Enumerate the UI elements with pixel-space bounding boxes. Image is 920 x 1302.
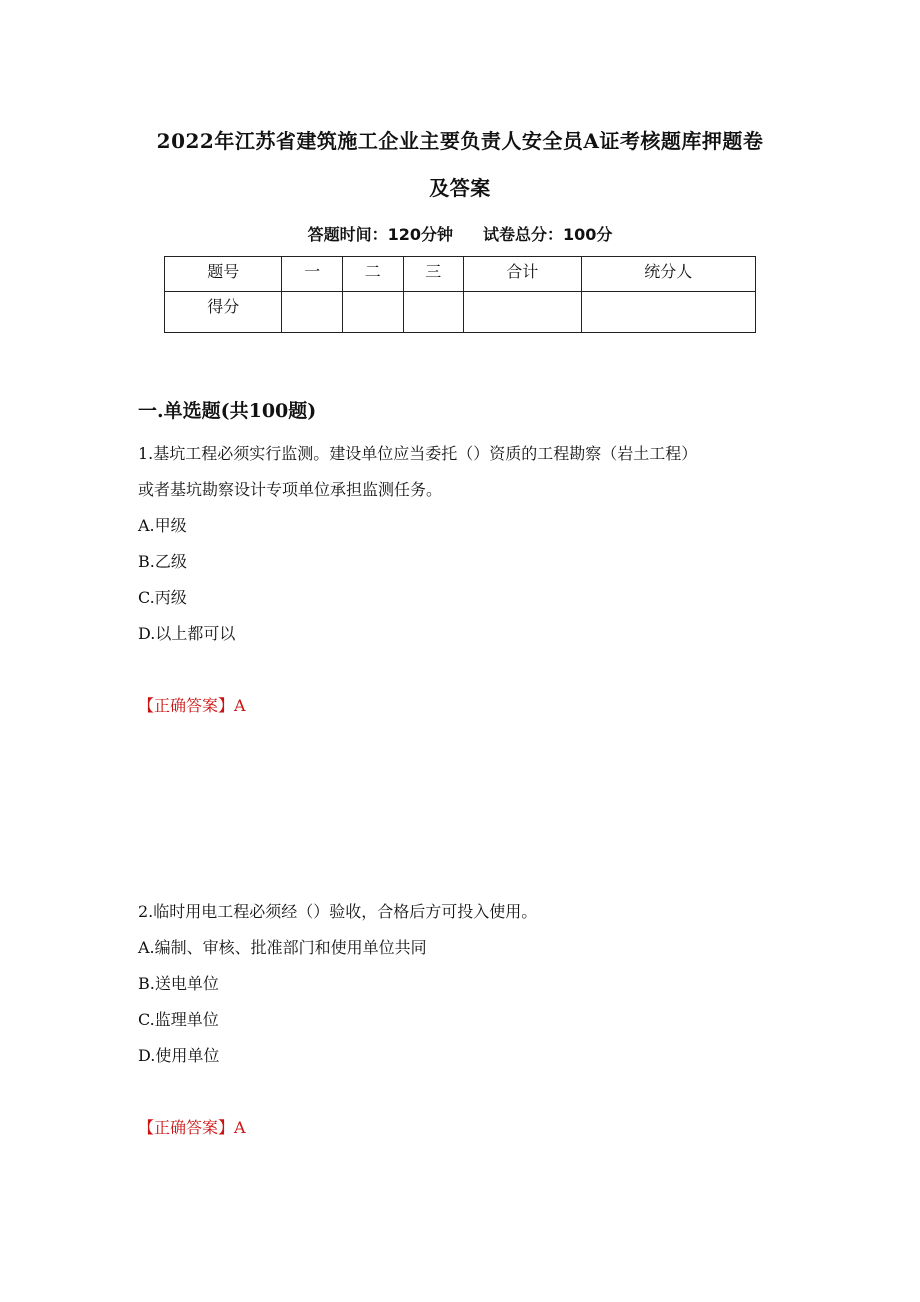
- score-table-header-cell: 题号: [165, 257, 282, 292]
- question-1-option-a: A.甲级: [138, 516, 187, 535]
- question-1-option-c: C.丙级: [138, 588, 187, 607]
- score-table-empty-cell: [464, 292, 581, 333]
- exam-total-score-label: 试卷总分：100分: [483, 225, 613, 244]
- question-1-answer: 【正确答案】A: [138, 696, 246, 715]
- question-1-option-d: D.以上都可以: [138, 624, 236, 643]
- score-table-header-row: [165, 257, 756, 292]
- question-2-option-a: A.编制、审核、批准部门和使用单位共同: [138, 938, 427, 957]
- score-table-empty-cell: [343, 292, 404, 333]
- document-title-line-1: 2022年江苏省建筑施工企业主要负责人安全员A证考核题库押题卷: [156, 129, 764, 153]
- question-2-answer: 【正确答案】A: [138, 1118, 246, 1137]
- score-table-header-cell: 一: [282, 257, 343, 292]
- score-table-empty-cell: [581, 292, 755, 333]
- question-2-option-c: C.监理单位: [138, 1010, 219, 1029]
- question-2-option-d: D.使用单位: [138, 1046, 220, 1065]
- exam-meta: [0, 222, 920, 245]
- question-1-stem-line-2: 或者基坑勘察设计专项单位承担监测任务。: [138, 480, 443, 499]
- question-1-stem-line-1: 1.基坑工程必须实行监测。建设单位应当委托（）资质的工程勘察（岩土工程）: [138, 444, 698, 463]
- question-2-option-b: B.送电单位: [138, 974, 219, 993]
- exam-time-label: 答题时间：120分钟: [307, 225, 453, 244]
- question-2-stem-line-1: 2.临时用电工程必须经（）验收，合格后方可投入使用。: [138, 902, 538, 921]
- score-table-empty-cell: [282, 292, 343, 333]
- score-table-header-cell: 二: [343, 257, 404, 292]
- score-table-row-label: 得分: [165, 292, 282, 333]
- score-table-score-row: [165, 292, 756, 333]
- question-1-option-b: B.乙级: [138, 552, 187, 571]
- score-table-header-cell: 合计: [464, 257, 581, 292]
- score-table: [164, 256, 756, 333]
- document-title-line-2: 及答案: [429, 176, 491, 200]
- score-table-header-cell: 统分人: [581, 257, 755, 292]
- score-table-header-cell: 三: [403, 257, 464, 292]
- section-heading: 一.单选题(共100题): [138, 400, 317, 422]
- score-table-empty-cell: [403, 292, 464, 333]
